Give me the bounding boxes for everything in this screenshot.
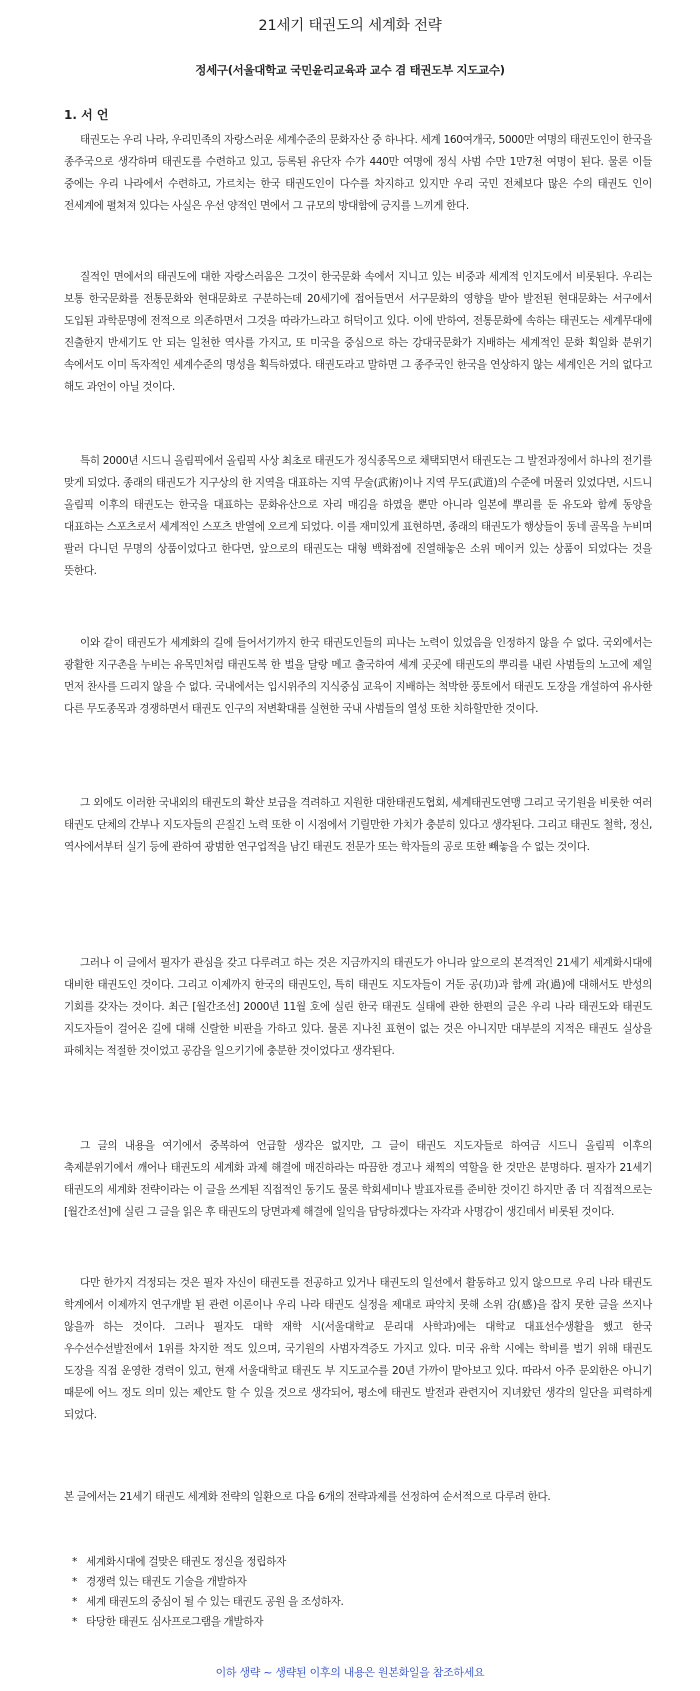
section-heading: 1. 서 언 [64,108,109,122]
paragraph-6: 그러나 이 글에서 필자가 관심을 갖고 다루려고 하는 것은 지금까지의 태권도가 아니라 앞으로의 본격적인 21세기 세계화시대에 대비한 태권도인 것이다. 그리고 이제까지 한국의 태권도인, 특히 태권도 지도자들이 거둔 공(功)과 함께 과(過)에 대해서도 반성의 기회를 갖자는 것이다. 최근 [월간조선] 2000년 11월 호에 실린 한국 태권도 실태에 관한 한편의 글은 우리 나라 태권도와 태권도 지도자들이 걸어온 길에 대해 신랄한 비판을 가하고 있다. 물론 지나친 표현이 없는 것은 아니지만 대부분의 지적은 태권도 실상을 파헤치는 적절한 것이었고 공감을 일으키기에 충분한 것이었다고 생각된다. [64,957,652,1057]
paragraph-2: 질적인 면에서의 태권도에 대한 자랑스러움은 그것이 한국문화 속에서 지니고 있는 비중과 세계적 인지도에서 비롯된다. 우리는 보통 한국문화를 전통문화와 현대문화로 구분하는데 20세기에 접어들면서 서구문화의 영향을 받아 발전된 현대문화는 서구에서 도입된 과학문명에 전적으로 의존하면서 그것을 따라가느라고 허덕이고 있다. 이에 반하여, 전통문화에 속하는 태권도는 세계무대에 진출한지 반세기도 안 되는 일천한 역사를 가지고, 또 미국을 중심으로 하는 강대국문화가 지배하는 세계적인 문화 획일화 분위기 속에서도 이미 독자적인 세계수준의 명성을 획득하였다. 태권도라고 말하면 그 종주국인 한국을 연상하지 않는 세계인은 거의 없다고 해도 과언이 아닐 것이다. [64,271,652,393]
bullet-marker: * [72,1596,77,1608]
list-item: * 경쟁력 있는 태권도 기술을 개발하자 [72,1572,652,1592]
list-item: * 타당한 태권도 심사프로그램을 개발하자 [72,1612,652,1632]
list-item: * 세계화시대에 걸맞은 태권도 정신을 정립하자 [72,1552,652,1572]
paragraph-9: 본 글에서는 21세기 태권도 세계화 전략의 일환으로 다음 6개의 전략과제를 선정하여 순서적으로 다루려 한다. [64,1491,551,1503]
strategy-list [72,1552,652,1632]
paragraph-8: 다만 한가지 걱정되는 것은 필자 자신이 태권도를 전공하고 있거나 태권도의 일선에서 활동하고 있지 않으므로 우리 나라 태권도 학계에서 이제까지 연구개발 된 관련 이론이나 우리 나라 태권도 실정을 제대로 파악치 못해 소위 감(感)을 잡지 못한 글을 쓰지나 않을까 하는 것이다. 그러나 필자도 대학 재학 시(서울대학교 문리대 사학과)에는 대학교 대표선수생활을 했고 한국 우수선수선발전에서 1위를 차지한 적도 있으며, 국기원의 사범자격증도 가지고 있다. 미국 유학 시에는 학비를 벌기 위해 태권도 도장을 직접 운영한 경력이 있고, 현재 서울대학교 태권도 부 지도교수를 20년 가까이 맡아보고 있다. 따라서 아주 문외한은 아니기 때문에 어느 정도 의미 있는 제안도 할 수 있을 것으로 생각되어, 평소에 태권도 발전과 관련지어 지녀왔던 생각의 일단을 피력하게 되었다. [64,1277,652,1421]
paragraph-4: 이와 같이 태권도가 세계화의 길에 들어서기까지 한국 태권도인들의 피나는 노력이 있었음을 인정하지 않을 수 없다. 국외에서는 광활한 지구촌을 누비는 유목민처럼 태권도복 한 벌을 달랑 메고 출국하여 세계 곳곳에 태권도의 뿌리를 내린 사범들의 노고에 제일 먼저 찬사를 드리지 않을 수 없다. 국내에서는 입시위주의 지식중심 교육이 지배하는 척박한 풍토에서 태권도 도장을 개설하여 유사한 다른 무도종목과 경쟁하면서 태권도 인구의 저변확대를 실현한 국내 사범들의 열성 또한 치하할만한 것이다. [64,637,652,715]
omitted-content-note: 이하 생략 ~ 생략된 이후의 내용은 원본화일을 참조하세요 [215,1666,485,1679]
bullet-marker: * [72,1556,77,1568]
paragraph-1: 태권도는 우리 나라, 우리민족의 자랑스러운 세계수준의 문화자산 중 하나다. 세계 160여개국, 5000만 여명의 태권도인이 한국을 종주국으로 생각하며 태권도를 수련하고 있고, 등록된 유단자 수가 440만 여명에 정식 사범 수만 1만7천 여명이 된다. 물론 이들 중에는 우리 나라에서 수련하고, 가르치는 한국 태권도인이 다수를 차지하고 있지만 우리 국민 전체보다 많은 수의 태권도 인이 전세계에 펼쳐져 있다는 사실은 우선 양적인 면에서 그 규모의 방대함에 긍지를 느끼게 한다. [64,134,652,212]
paragraph-3: 특히 2000년 시드니 올림픽에서 올림픽 사상 최초로 태권도가 정식종목으로 채택되면서 태권도는 그 발전과정에서 하나의 전기를 맞게 되었다. 종래의 태권도가 지구상의 한 지역을 대표하는 지역 무술(武術)이나 지역 무도(武道)의 수준에 머물러 있었다면, 시드니 올림픽 이후의 태권도는 한국을 대표하는 문화유산으로 자리 매김을 하였을 뿐만 아니라 일본에 뿌리를 둔 유도와 함께 동양을 대표하는 스포츠로서 세계적인 스포츠 반열에 오르게 되었다. 이를 재미있게 표현하면, 종래의 태권도가 행상들이 동네 골목을 누비며 팔러 다니던 무명의 상품이었다고 한다면, 앞으로의 태권도는 대형 백화점에 진열해놓은 소위 메이커 있는 상품이 되었다는 것을 뜻한다. [64,455,652,577]
paragraph-7: 그 글의 내용을 여기에서 중복하여 언급할 생각은 없지만, 그 글이 태권도 지도자들로 하여금 시드니 올림픽 이후의 축제분위기에서 깨어나 태권도의 세계화 과제 해결에 매진하라는 따끔한 경고나 채찍의 역할을 한 것만은 분명하다. 필자가 21세기 태권도의 세계화 전략이라는 이 글을 쓰게된 직접적인 동기도 물론 학회세미나 발표자료를 준비한 것이긴 하지만 좀 더 직접적으로는 [월간조선]에 실린 그 글을 읽은 후 태권도의 당면과제 해결에 일익을 담당하겠다는 자각과 사명감이 생긴데서 비롯된 것이다. [64,1140,652,1218]
bullet-marker: * [72,1576,77,1588]
paragraph-5: 그 외에도 이러한 국내외의 태권도의 확산 보급을 격려하고 지원한 대한태권도협회, 세계태권도연맹 그리고 국기원을 비롯한 여러 태권도 단체의 간부나 지도자들의 끈질긴 노력 또한 이 시점에서 기릴만한 가치가 충분히 있다고 생각된다. 그리고 태권도 철학, 정신, 역사에서부터 실기 등에 관하여 광범한 연구업적을 남긴 태권도 전문가 또는 학자들의 공로 또한 빼놓을 수 없는 것이다. [64,797,652,853]
list-item: * 세계 태권도의 중심이 될 수 있는 태권도 공원 을 조성하자. [72,1592,652,1612]
bullet-marker: * [72,1616,77,1628]
author-line: 정세구(서울대학교 국민윤리교육과 교수 겸 태권도부 지도교수) [195,63,505,77]
document-title: 21세기 태권도의 세계화 전략 [258,18,442,34]
